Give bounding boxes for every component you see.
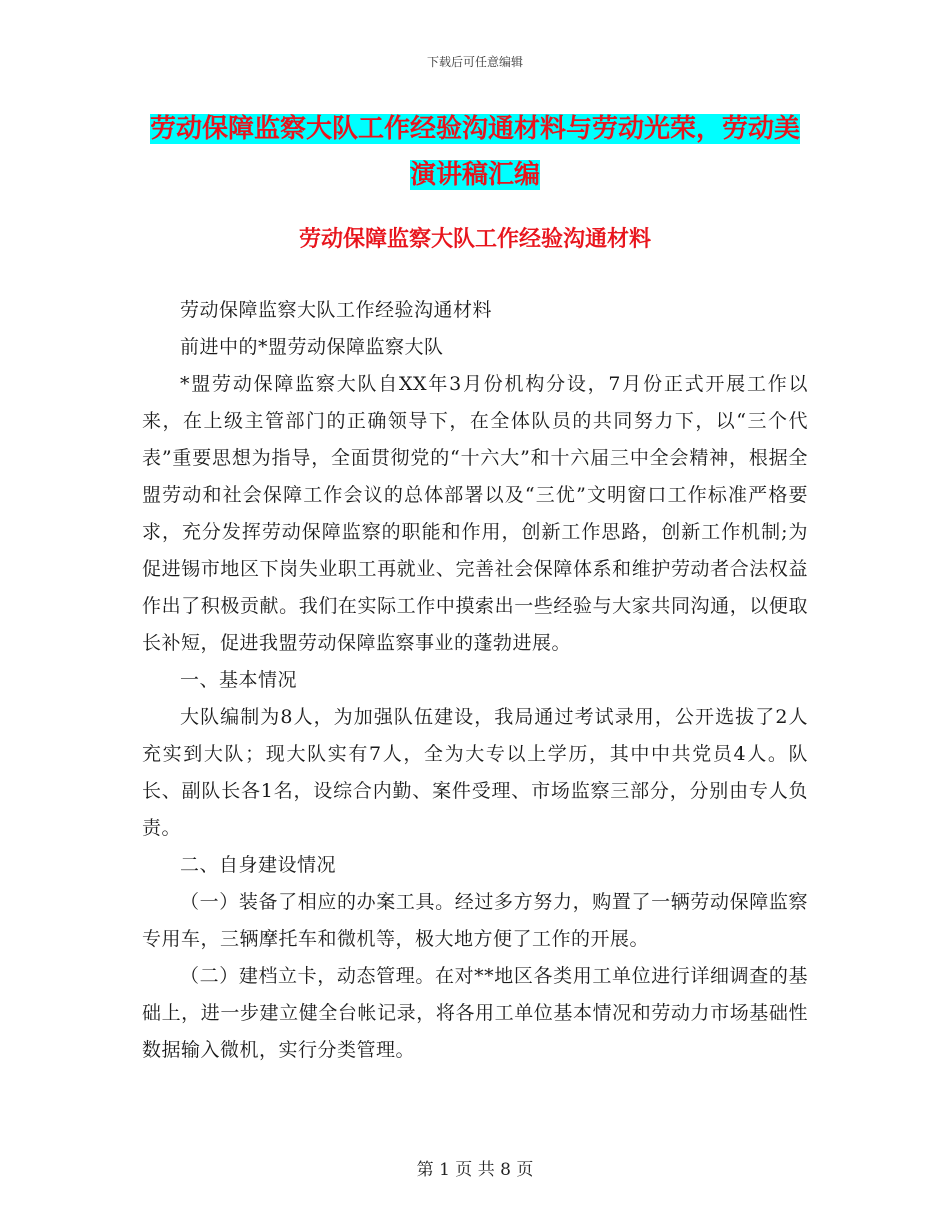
document-title [140, 106, 810, 198]
document-title-text: 劳动保障监察大队工作经验沟通材料与劳动光荣，劳动美演讲稿汇编 [149, 114, 800, 190]
paragraph: *盟劳动保障监察大队自XX年3月份机构分设，7月份正式开展工作以来，在上级主管部门的正确领导下，在全体队员的共同努力下，以“三个代表”重要思想为指导，全面贯彻党的“十六大”和十六届三中全会精神，根据全盟劳动和社会保障工作会议的总体部署以及“三优”文明窗口工作标准严格要求，充分发挥劳动保障监察的职能和作用，创新工作思路，创新工作机制;为促进锡市地区下岗失业职工再就业、完善社会保障体系和维护劳动者合法权益作出了积极贡献。我们在实际工作中摸索出一些经验与大家共同沟通，以便取长补短，促进我盟劳动保障监察事业的蓬勃进展。 [142, 373, 808, 654]
paragraph: （一）装备了相应的办案工具。经过多方努力，购置了一辆劳动保障监察专用车，三辆摩托车和微机等，极大地方便了工作的开展。 [142, 891, 808, 950]
paragraph: 劳动保障监察大队工作经验沟通材料 [180, 299, 493, 321]
header-note: 下载后可任意编辑 [426, 55, 523, 69]
heading-basic-info: 一、基本情况 [180, 669, 298, 691]
paragraph: 大队编制为8人，为加强队伍建设，我局通过考试录用，公开选拔了2人充实到大队；现大队实有7人，全为大专以上学历，其中中共党员4人。队长、副队长各1名，设综合内勤、案件受理、市场监察三部分，分别由专人负责。 [142, 706, 808, 839]
page-number-footer: 第 1 页 共 8 页 [416, 1160, 534, 1180]
heading-self-construction: 二、自身建设情况 [180, 854, 337, 876]
paragraph: （二）建档立卡，动态管理。在对**地区各类用工单位进行详细调查的基础上，进一步建立健全台帐记录，将各用工单位基本情况和劳动力市场基础性数据输入微机，实行分类管理。 [142, 965, 808, 1061]
paragraph: 前进中的*盟劳动保障监察大队 [180, 336, 444, 358]
section-title: 劳动保障监察大队工作经验沟通材料 [298, 226, 651, 252]
document-body [142, 292, 808, 1069]
